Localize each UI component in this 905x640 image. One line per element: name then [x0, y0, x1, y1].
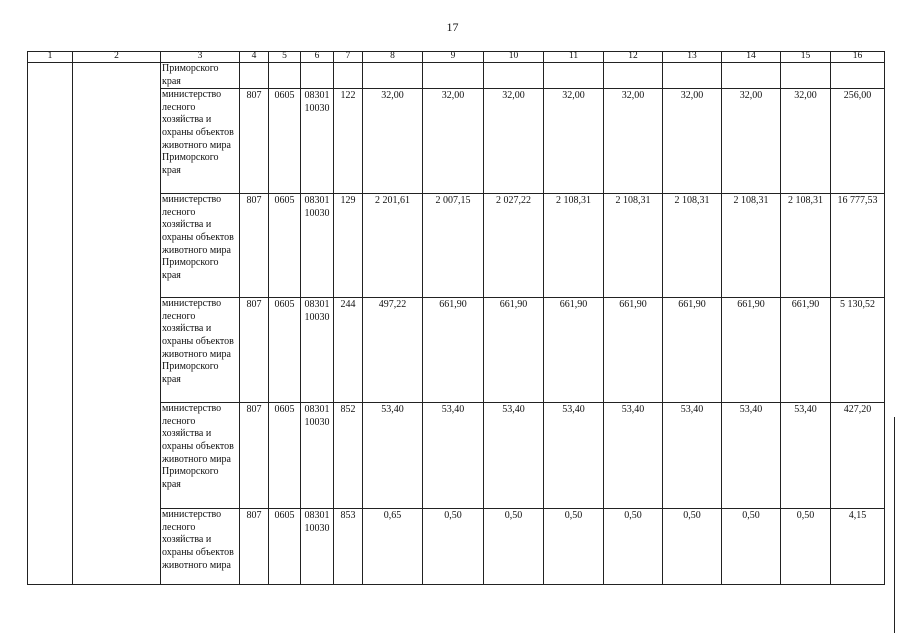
value-cell [363, 63, 423, 89]
value-cell: 32,00 [423, 89, 484, 194]
value-cell: 0,50 [722, 509, 781, 585]
value-cell [722, 63, 781, 89]
value-cell: 53,40 [484, 403, 544, 509]
code-cell: 129 [334, 194, 363, 298]
value-cell: 53,40 [722, 403, 781, 509]
value-cell: 0,50 [423, 509, 484, 585]
recipient-name: министерство лесного хозяйства и охраны объектов животного мира Приморского края [161, 194, 240, 298]
value-cell [604, 63, 663, 89]
value-cell: 661,90 [781, 298, 831, 403]
code-cell: 08301 10030 [301, 298, 334, 403]
column-header: 8 [363, 52, 423, 63]
column-header: 6 [301, 52, 334, 63]
value-cell: 2 108,31 [544, 194, 604, 298]
value-cell [484, 63, 544, 89]
column-1-cell [28, 63, 73, 585]
total-cell: 4,15 [831, 509, 885, 585]
code-cell: 0605 [269, 403, 301, 509]
value-cell: 32,00 [363, 89, 423, 194]
value-cell: 53,40 [423, 403, 484, 509]
value-cell: 53,40 [363, 403, 423, 509]
recipient-name: министерство лесного хозяйства и охраны объектов животного мира Приморского края [161, 403, 240, 509]
margin-line [894, 417, 895, 633]
value-cell: 2 201,61 [363, 194, 423, 298]
value-cell: 2 108,31 [604, 194, 663, 298]
value-cell [544, 63, 604, 89]
value-cell: 32,00 [663, 89, 722, 194]
value-cell: 32,00 [781, 89, 831, 194]
code-cell: 122 [334, 89, 363, 194]
value-cell: 32,00 [544, 89, 604, 194]
code-cell: 08301 10030 [301, 89, 334, 194]
column-header: 14 [722, 52, 781, 63]
column-header: 11 [544, 52, 604, 63]
value-cell: 661,90 [722, 298, 781, 403]
total-cell: 16 777,53 [831, 194, 885, 298]
column-header: 2 [73, 52, 161, 63]
value-cell: 2 007,15 [423, 194, 484, 298]
column-header: 3 [161, 52, 240, 63]
value-cell: 32,00 [484, 89, 544, 194]
value-cell: 32,00 [722, 89, 781, 194]
code-cell: 0605 [269, 194, 301, 298]
value-cell: 2 108,31 [781, 194, 831, 298]
column-header: 1 [28, 52, 73, 63]
code-cell: 0605 [269, 89, 301, 194]
code-cell: 0605 [269, 509, 301, 585]
value-cell: 53,40 [781, 403, 831, 509]
total-cell [831, 63, 885, 89]
value-cell: 2 108,31 [722, 194, 781, 298]
recipient-name: Приморского края [161, 63, 240, 89]
value-cell: 0,50 [604, 509, 663, 585]
value-cell: 0,50 [484, 509, 544, 585]
code-cell: 244 [334, 298, 363, 403]
code-cell: 807 [240, 194, 269, 298]
code-cell: 0605 [269, 298, 301, 403]
code-cell: 807 [240, 89, 269, 194]
value-cell: 53,40 [663, 403, 722, 509]
column-header: 4 [240, 52, 269, 63]
column-header: 16 [831, 52, 885, 63]
code-cell: 08301 10030 [301, 509, 334, 585]
value-cell [663, 63, 722, 89]
code-cell: 08301 10030 [301, 403, 334, 509]
value-cell: 53,40 [544, 403, 604, 509]
code-cell: 807 [240, 509, 269, 585]
value-cell: 0,50 [663, 509, 722, 585]
value-cell: 661,90 [544, 298, 604, 403]
value-cell: 0,50 [544, 509, 604, 585]
code-cell: 08301 10030 [301, 194, 334, 298]
recipient-name: министерство лесного хозяйства и охраны объектов животного мира Приморского края [161, 298, 240, 403]
value-cell: 53,40 [604, 403, 663, 509]
value-cell: 661,90 [484, 298, 544, 403]
column-header: 7 [334, 52, 363, 63]
value-cell: 0,65 [363, 509, 423, 585]
code-cell: 853 [334, 509, 363, 585]
code-cell [334, 63, 363, 89]
value-cell: 661,90 [423, 298, 484, 403]
total-cell: 427,20 [831, 403, 885, 509]
value-cell: 0,50 [781, 509, 831, 585]
code-cell [269, 63, 301, 89]
code-cell [240, 63, 269, 89]
column-header: 9 [423, 52, 484, 63]
column-number-row [28, 52, 885, 63]
code-cell: 807 [240, 298, 269, 403]
column-header: 10 [484, 52, 544, 63]
code-cell [301, 63, 334, 89]
column-header: 12 [604, 52, 663, 63]
total-cell: 5 130,52 [831, 298, 885, 403]
code-cell: 807 [240, 403, 269, 509]
table-row [28, 63, 885, 89]
column-header: 13 [663, 52, 722, 63]
budget-table [27, 51, 885, 585]
recipient-name: министерство лесного хозяйства и охраны объектов животного мира [161, 509, 240, 585]
column-2-cell [73, 63, 161, 585]
value-cell: 2 108,31 [663, 194, 722, 298]
value-cell [423, 63, 484, 89]
total-cell: 256,00 [831, 89, 885, 194]
value-cell: 661,90 [663, 298, 722, 403]
column-header: 15 [781, 52, 831, 63]
code-cell: 852 [334, 403, 363, 509]
value-cell: 661,90 [604, 298, 663, 403]
page-number: 17 [446, 20, 459, 34]
column-header: 5 [269, 52, 301, 63]
value-cell: 497,22 [363, 298, 423, 403]
value-cell: 2 027,22 [484, 194, 544, 298]
value-cell [781, 63, 831, 89]
recipient-name: министерство лесного хозяйства и охраны объектов животного мира Приморского края [161, 89, 240, 194]
value-cell: 32,00 [604, 89, 663, 194]
